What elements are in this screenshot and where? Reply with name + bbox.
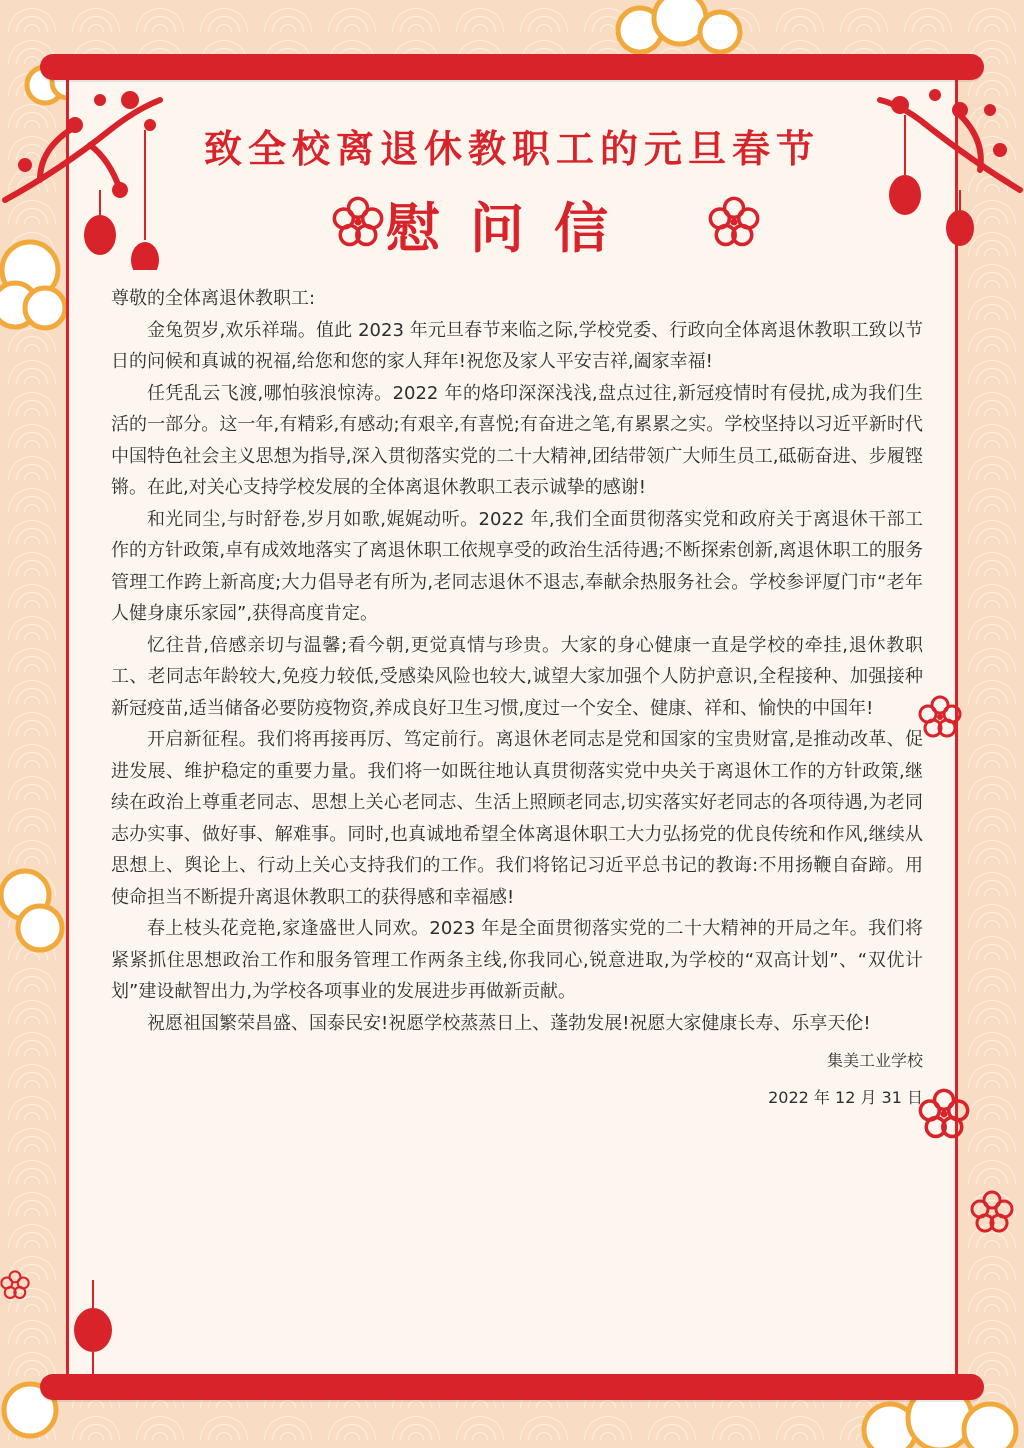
letter-title: 致全校离退休教职工的元旦春节 (203, 126, 820, 171)
scroll-rod-bottom (40, 1374, 984, 1400)
letter-body (111, 283, 923, 1113)
cloud-icon (600, 0, 760, 60)
paragraph: 忆往昔,倍感亲切与温馨;看今朝,更觉真情与珍贵。大家的身心健康一直是学校的牵挂,退休教职工、老同志年龄较大,免疫力较低,受感染风险也较大,诚望大家加强个人防护意识,全程接种、加强接种新冠疫苗,适当储备必要防疫物资,养成良好卫生习惯,度过一个安全、健康、祥和、愉快的中国年! (111, 634, 923, 719)
paragraph: 金兔贺岁,欢乐祥瑞。值此 2023 年元旦春节来临之际,学校党委、行政向全体离退休教职工致以节日的问候和真诚的祝福,给您和您的家人拜年!祝您及家人平安吉祥,阖家幸福! (111, 319, 923, 372)
letter-subtitle: 慰问信 (386, 196, 638, 260)
salutation: 尊敬的全体离退休教职工: (111, 288, 316, 309)
paragraph: 春上枝头花竞艳,家逢盛世人同欢。2023 年是全面贯彻落实党的二十大精神的开局之年。我们将紧紧抓住思想政治工作和服务管理工作两条主线,你我同心,锐意进取,为学校的“双高计划”、“双优计划”建设献智出力,为学校各项事业的发展进步再做新贡献。 (111, 918, 923, 1002)
lantern-icon (70, 1280, 116, 1380)
paragraph: 任凭乱云飞渡,哪怕骇浪惊涛。2022 年的烙印深深浅浅,盘点过往,新冠疫情时有侵扰,成为我们生活的一部分。这一年,有精彩,有感动;有艰辛,有喜悦;有奋进之笔,有累累之实。学校坚持以习近平新时代中国特色社会主义思想为指导,深入贯彻落实党的二十大精神,团结带领广大师生员工,砥砺奋进、步履铿锵。在此,对关心支持学校发展的全体离退休教职工表示诚挚的感谢! (111, 382, 923, 498)
blossom-icon (970, 1190, 1014, 1234)
blossom-icon (918, 1088, 970, 1140)
blossom-icon (918, 695, 962, 739)
signature: 集美工业学校 (826, 1051, 923, 1070)
paragraph: 开启新征程。我们将再接再厉、笃定前行。离退休老同志是党和国家的宝贵财富,是推动改革、促进发展、维护稳定的重要力量。我们将一如既往地认真贯彻落实党中央关于离退休工作的方针政策,继续在政治上尊重老同志、思想上关心老同志、生活上照顾老同志,切实落实好老同志的各项待遇,为老同志办实事、做好事、解难事。同时,也真诚地希望全体离退休职工大力弘扬党的优良传统和作风,继续从思想上、舆论上、行动上关心支持我们的工作。我们将铭记习近平总书记的教诲:不用扬鞭自奋蹄。用使命担当不断提升离退休教职工的获得感和幸福感! (111, 729, 923, 908)
paragraph: 祝愿祖国繁荣昌盛、国泰民安!祝愿学校蒸蒸日上、蓬勃发展!祝愿大家健康长寿、乐享天伦! (147, 1012, 871, 1034)
blossom-icon (0, 1270, 30, 1300)
blossom-icon (708, 196, 760, 248)
scroll-rod-top (40, 54, 984, 80)
letter-date: 2022 年 12 月 31 日 (768, 1088, 923, 1107)
cloud-icon (0, 860, 70, 960)
paragraph: 和光同尘,与时舒卷,岁月如歌,娓娓动听。2022 年,我们全面贯彻落实党和政府关于离退休干部工作的方针政策,卓有成效地落实了离退休职工依规享受的政治生活待遇;不断探索创新,离退休职工的服务管理工作跨上新高度;大力倡导老有所为,老同志退休不退志,奉献余热服务社会。学校参评厦门市“老年人健身康乐家园”,获得高度肯定。 (111, 508, 923, 624)
